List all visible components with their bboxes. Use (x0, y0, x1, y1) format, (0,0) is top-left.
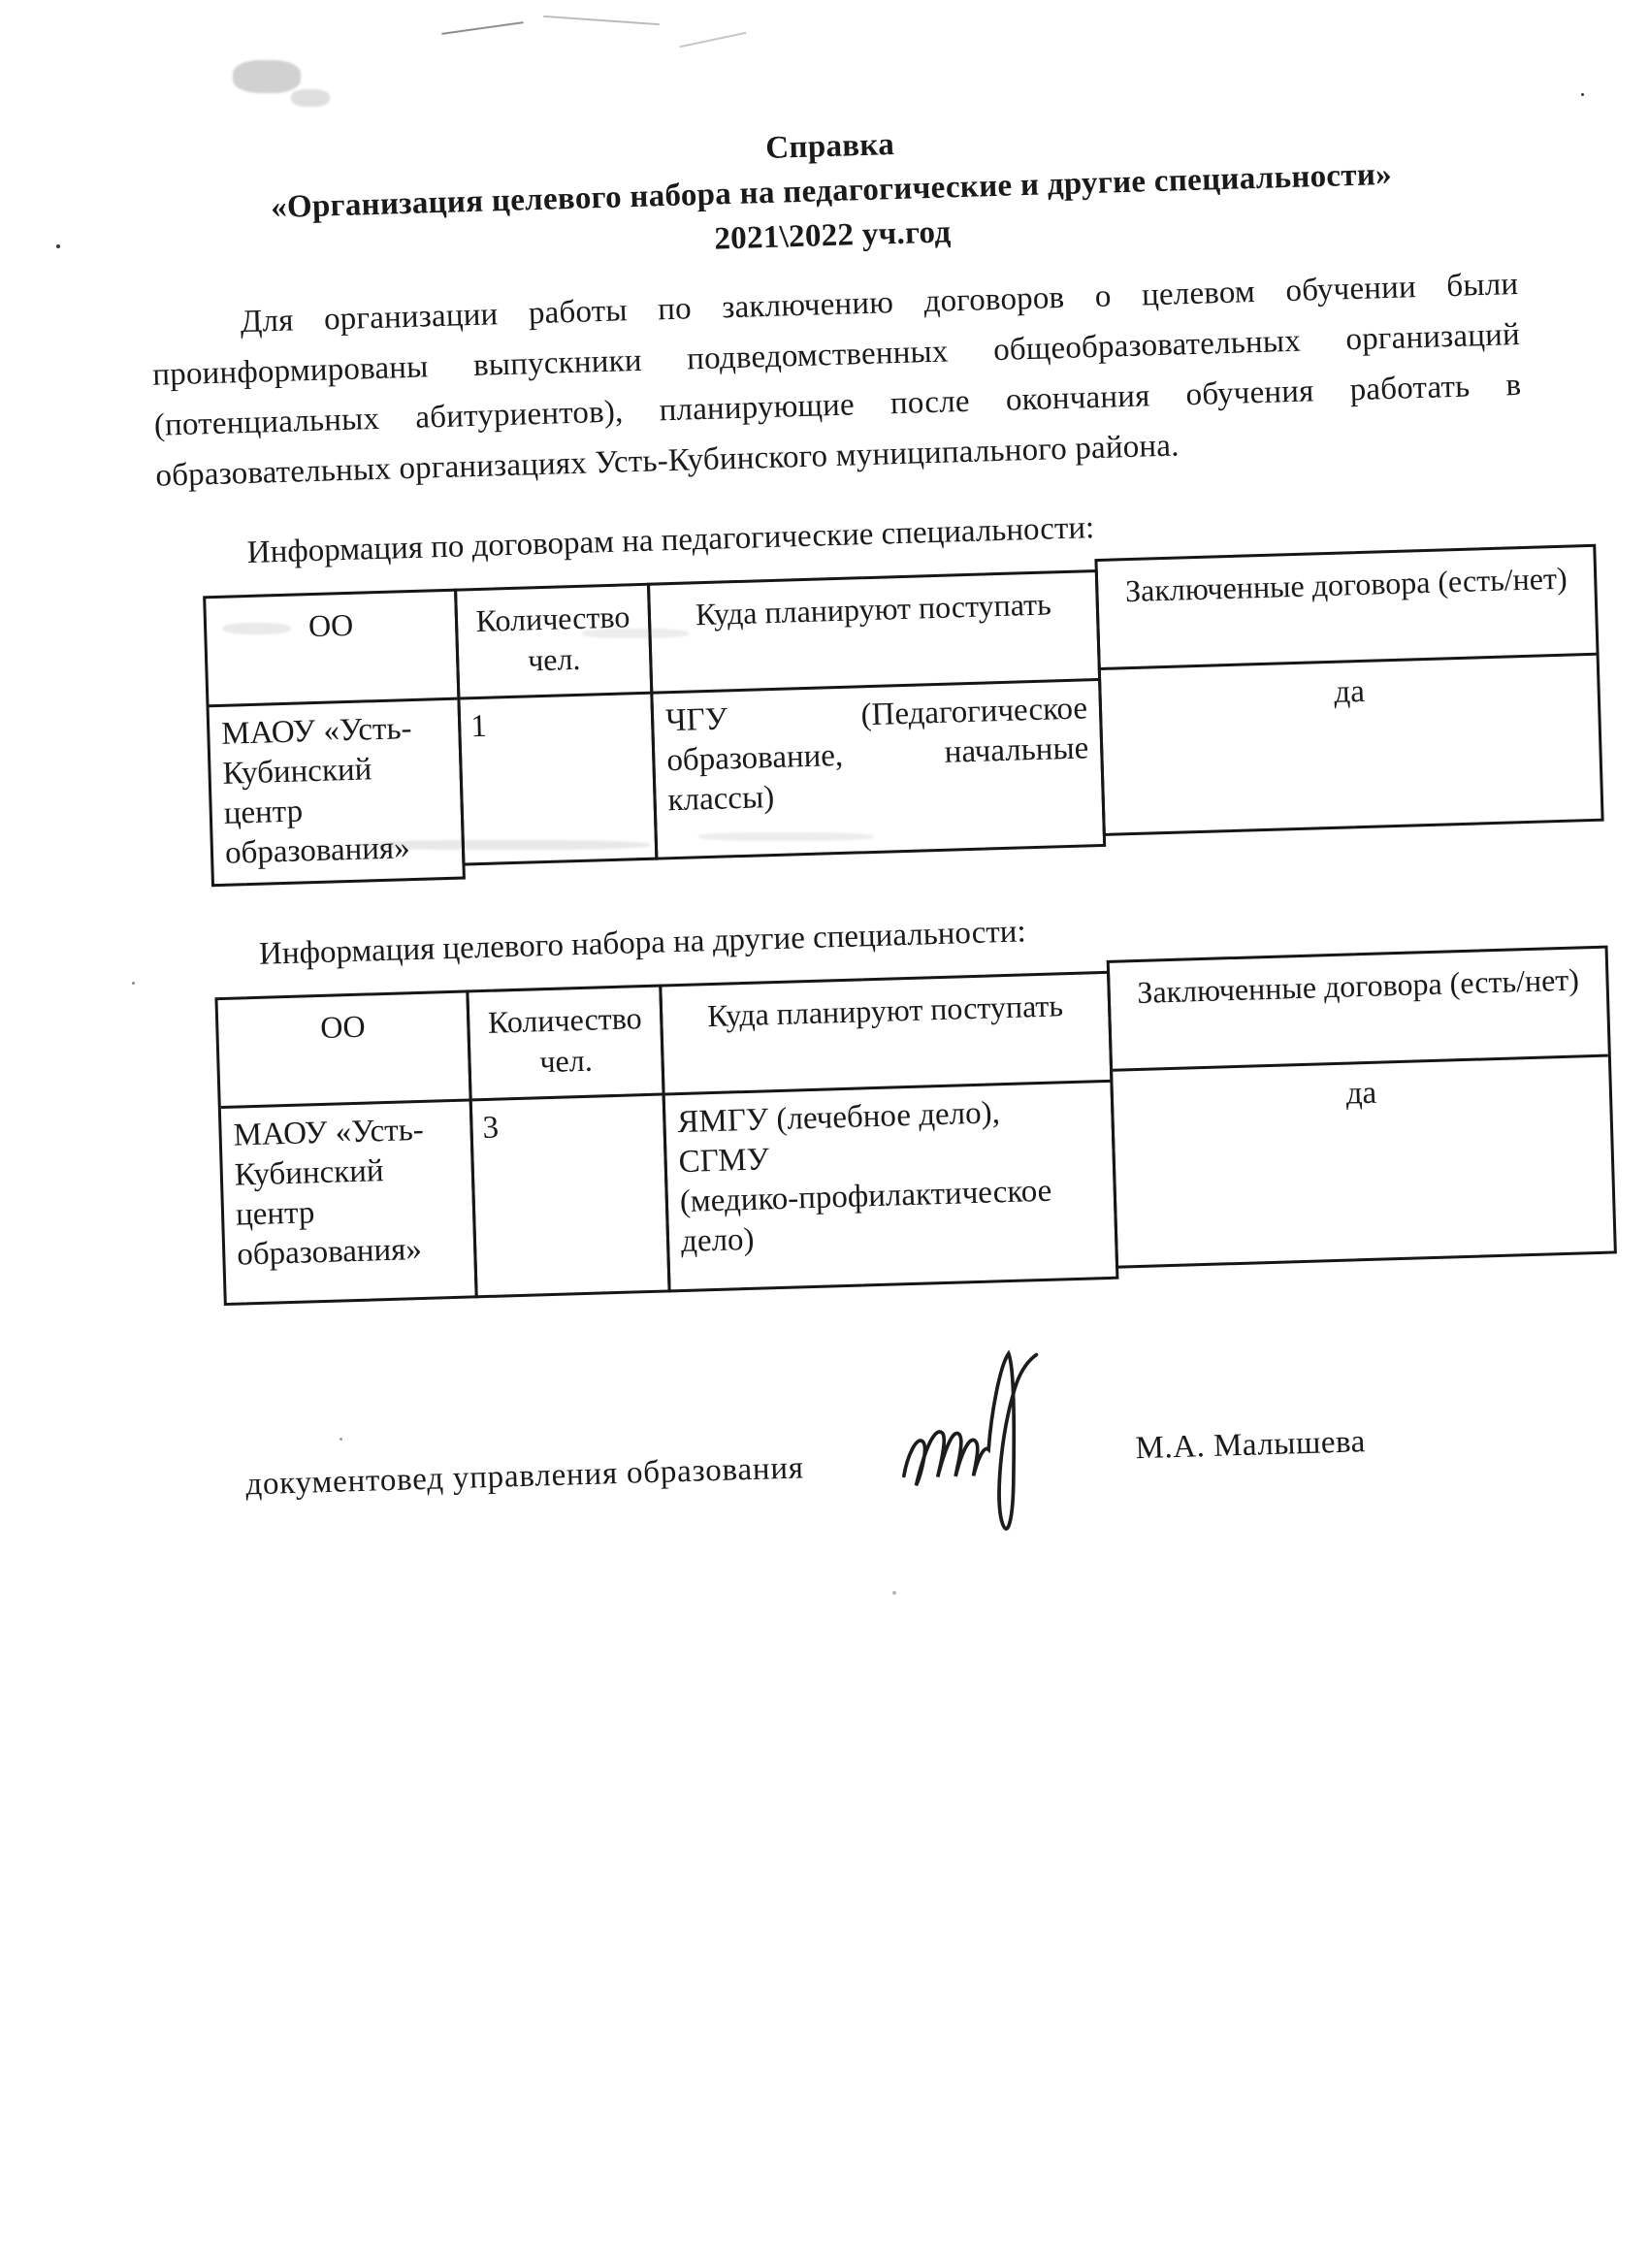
scan-noise (291, 89, 330, 107)
table-cell-contract: да (1345, 1075, 1377, 1112)
document-content (146, 104, 1580, 1603)
signature-block (243, 1359, 1557, 1602)
table-column-count (466, 985, 670, 1299)
column-header-destination: Куда планируют поступать (650, 572, 1098, 695)
table-column-contract (1094, 544, 1603, 836)
pedagogical-contracts-table (203, 555, 1607, 888)
table-column-oo (214, 989, 477, 1306)
column-header-oo: ОО (206, 592, 457, 708)
section-heading-other: Информация целевого набора на другие специальности: (258, 914, 1027, 972)
scan-noise (441, 21, 523, 35)
handwritten-signature (889, 1340, 1084, 1554)
column-header-contract: Заключенные договора (есть/нет) (1098, 547, 1597, 670)
scan-noise (56, 244, 60, 248)
table-cell-destination: ЧГУ (Педагогическое образование, начальные классы) (664, 691, 1089, 819)
scan-noise (1581, 93, 1584, 96)
scan-noise (892, 1591, 896, 1595)
intro-paragraph: Для организации работы по заключению договоров о целевом обучении были проинформированы выпускники подведомственных общеобразовательных организаций (потенциальных абитуриентов), планирующие после окончания обучения работать в образовательных организациях Усть-Кубинского муниципального района. (151, 267, 1522, 494)
table-column-contract (1107, 946, 1617, 1269)
table-column-destination (647, 569, 1106, 860)
column-header-count: Количество чел. (469, 988, 662, 1102)
document-title-line3: 2021\2022 уч.год (713, 214, 952, 257)
scan-noise (132, 982, 135, 985)
table-cell-oo: МАОУ «Усть-Кубинский центр образования» (233, 1112, 425, 1273)
table-cell-oo: МАОУ «Усть-Кубинский центр образования» (220, 711, 412, 871)
table-cell-destination: ЯМГУ (лечебное дело), СГМУ (медико-профилактическое дело) (676, 1095, 1052, 1260)
column-header-destination: Куда планируют поступать (662, 974, 1110, 1096)
table-column-oo (203, 589, 466, 888)
signatory-name: М.А. Малышева (1135, 1424, 1367, 1467)
table-cell-count: 1 (469, 708, 488, 745)
column-header-oo: ОО (218, 993, 469, 1110)
signatory-position-label: документовед управления образования (244, 1450, 805, 1503)
scan-noise (680, 32, 747, 49)
column-header-count: Количество чел. (457, 586, 650, 700)
table-cell-count: 3 (482, 1110, 500, 1147)
scan-noise (543, 16, 660, 25)
table-column-count (454, 583, 658, 866)
document-title-line1: Справка (764, 127, 895, 166)
section-heading-pedagogical: Информация по договорам на педагогические специальности: (246, 510, 1095, 570)
document-title-line2: «Организация целевого набора на педагогические и другие специальности» (270, 156, 1393, 226)
column-header-contract: Заключенные договора (есть/нет) (1110, 949, 1608, 1072)
table-column-destination (659, 971, 1118, 1293)
other-specialties-table (214, 956, 1620, 1306)
table-cell-contract: да (1333, 673, 1366, 710)
scan-noise (233, 60, 301, 93)
